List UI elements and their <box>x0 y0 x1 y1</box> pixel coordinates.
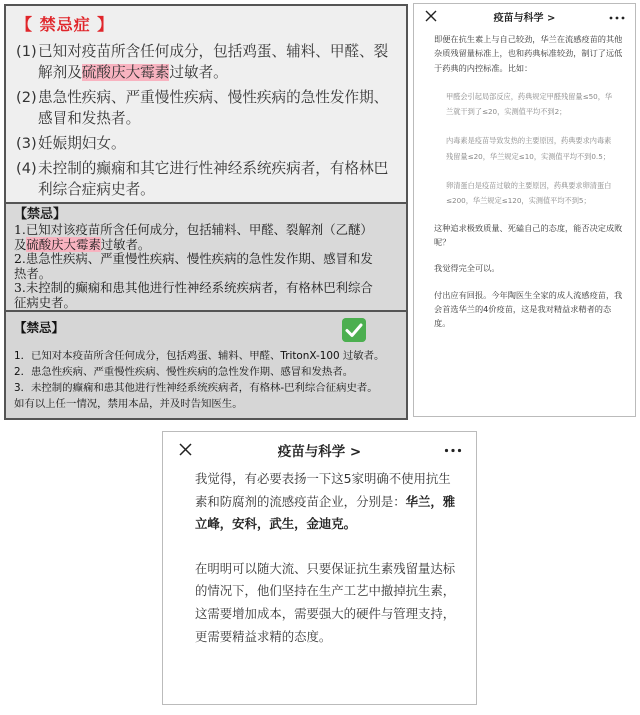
section3-title: 【禁忌】 <box>14 320 65 335</box>
gentamicin-highlight: 硫酸庆大霉素 <box>26 236 101 252</box>
article-body <box>163 468 476 648</box>
insert-section-1 <box>6 6 406 202</box>
quote-block: 甲醛会引起局部反应，药典规定甲醛残留量≤50，华兰就干到了≤20，实测值平均不到2； <box>446 91 613 117</box>
contraindications-title: 【 禁忌症 】 <box>16 15 115 34</box>
paragraph: 即便在抗生素上与自己较劲，华兰在流感疫苗的其他杂质残留量标准上，也和药典标准较劲，制订了远低于药典的内控标准。比如： <box>434 34 623 73</box>
company-list: 华兰，雅立峰，安科，武生，金迪克。 <box>195 493 456 532</box>
article-nav-bar <box>163 432 476 468</box>
paragraph: 付出应有回报。今年陶医生全家的成人流感疫苗，我会首选华兰的4价疫苗，这是我对精益求精者的态度。 <box>434 289 623 329</box>
article-body <box>414 32 635 330</box>
contraindication-item: (4) 未控制的癫痫和其它进行性神经系统疾病者，有格林巴利综合症病史者。 <box>16 160 389 198</box>
article-screenshot-bottom <box>162 431 477 705</box>
section2-title: 【禁忌】 <box>14 207 67 222</box>
gentamicin-highlight: 硫酸庆大霉素 <box>81 64 170 81</box>
paragraph: 我觉得完全可以。 <box>434 263 500 274</box>
article-screenshot-right <box>413 3 636 417</box>
contraindication-item: (1) 已知对疫苗所含任何成分，包括鸡蛋、辅料、甲醛、裂解剂及硫酸庆大霉素过敏者。 <box>16 43 389 81</box>
article-nav-bar <box>414 4 635 32</box>
more-options-icon[interactable] <box>609 16 625 20</box>
quote-block: 内毒素是疫苗导致发热的主要原因，药典要求内毒素残留量≤20，华兰规定≤10，实测值平均不到0.5； <box>446 136 612 161</box>
contraindication-item: (2) 患急性疾病、严重慢性疾病、慢性疾病的急性发作期、感冒和发热者。 <box>16 89 389 127</box>
check-mark-icon <box>342 318 366 342</box>
more-options-icon[interactable] <box>444 448 462 453</box>
paragraph: 我觉得，有必要表扬一下这5家明确不使用抗生素和防腐剂的流感疫苗企业，分别是：华兰，雅立峰，安科，武生，金迪克。 <box>195 471 456 532</box>
insert-section-2: 【禁忌】 1.已知对该疫苗所含任何成分，包括辅料、甲醛、裂解剂（乙醚） 及硫酸庆大霉素过敏者。 2.患急性疾病、严重慢性疾病、慢性疾病的急性发作期、感冒和发 热者。 3.未控制的癫痫和患其他进行性神经系统疾病者，有格林巴利综合 征病史者。 <box>6 204 406 310</box>
paragraph: 在明明可以随大流、只要保证抗生素残留量达标的情况下，他们坚持在生产工艺中撤掉抗生素，这需要增加成本，需要强大的硬件与管理支持，更需要精益求精的态度。 <box>195 560 456 644</box>
quote-block: 卵清蛋白是疫苗过敏的主要原因，药典要求卵清蛋白≤200，华兰规定≤120，实测值平均不到5； <box>446 181 612 206</box>
paragraph: 这种追求极致质量、死磕自己的态度，能否决定成败呢？ <box>434 222 623 247</box>
account-name-link[interactable]: 疫苗与科学 > <box>277 444 362 460</box>
insert-section-3: 【禁忌】 1．已知对本疫苗所含任何成分，包括鸡蛋、辅料、甲醛、TritonX-100 过敏者。 2．患急性疾病、严重慢性疾病、慢性疾病的急性发作期、感冒和发热者。 3．未控制的癫痫和患其他进行性神经系统疾病者，有格林-巴利综合征病史者。 如有以上任一情况，禁用本品，并及时告知医生。 <box>6 312 406 418</box>
contraindication-item: (3) 妊娠期妇女。 <box>16 135 126 152</box>
package-insert-comparison <box>4 4 408 420</box>
account-name-link[interactable]: 疫苗与科学 > <box>493 13 556 24</box>
